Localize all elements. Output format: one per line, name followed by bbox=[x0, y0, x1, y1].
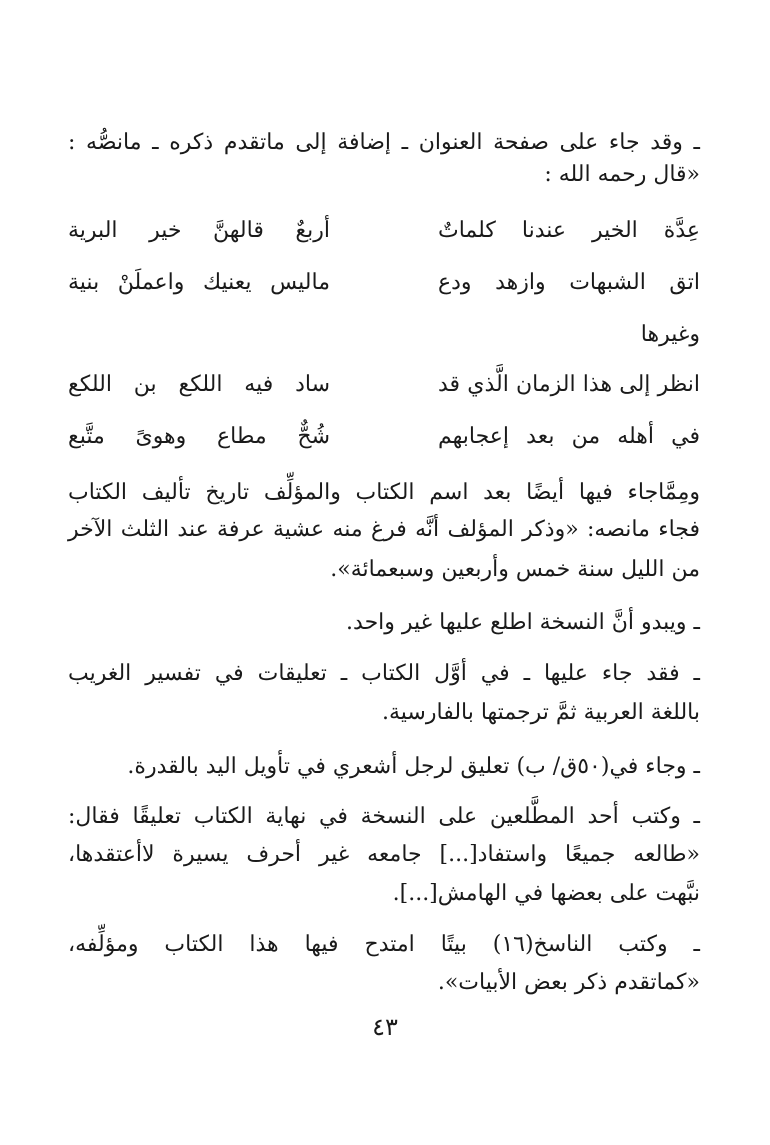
paragraph-line: من الليل سنة خمس وأربعين وسبعمائة». bbox=[330, 557, 700, 582]
paragraph-line: ـ وكتب أحد المطَّلعين على النسخة في نهاية الكتاب تعليقًا فقال: bbox=[68, 804, 700, 829]
paragraph-line: ـ ويبدو أنَّ النسخة اطلع عليها غير واحد. bbox=[346, 610, 700, 635]
verse-line bbox=[68, 422, 700, 454]
verse-hemistich-second: ساد فيه اللكع بن اللكع bbox=[68, 372, 330, 397]
verse-hemistich-second: أربعٌ قالهنَّ خير البرية bbox=[68, 218, 330, 243]
paragraph-line: وغيرها bbox=[640, 322, 700, 347]
paragraph-line: فجاء مانصه: «وذكر المؤلف أنَّه فرغ منه عشية عرفة عند الثلث الآخر bbox=[68, 517, 700, 542]
verse-hemistich-second: شُحٌّ مطاع وهوىً متَّبع bbox=[68, 424, 330, 449]
paragraph-line: ـ فقد جاء عليها ـ في أوَّل الكتاب ـ تعليقات في تفسير الغريب bbox=[68, 661, 700, 686]
paragraph-line: ـ وجاء في(٥٠ق/ ب) تعليق لرجل أشعري في تأويل اليد بالقدرة. bbox=[127, 754, 700, 779]
paragraph-line: باللغة العربية ثمَّ ترجمتها بالفارسية. bbox=[382, 700, 700, 725]
paragraph-line: نبَّهت على بعضها في الهامش[...]. bbox=[392, 881, 700, 906]
verse-hemistich-first: اتق الشبهات وازهد ودع bbox=[438, 270, 700, 295]
paragraph-line: ـ وكتب الناسخ(١٦) بيتًا امتدح فيها هذا الكتاب ومؤلِّفه، bbox=[68, 932, 700, 957]
paragraph-line: «قال رحمه الله : bbox=[544, 162, 700, 187]
verse-line bbox=[68, 216, 700, 248]
paragraph-line: ومِمَّاجاء فيها أيضًا بعد اسم الكتاب والمؤلِّف تاريخ تأليف الكتاب bbox=[68, 480, 700, 505]
verse-hemistich-first: انظر إلى هذا الزمان الَّذي قد bbox=[438, 372, 700, 397]
page-number: ٤٣ bbox=[372, 1013, 398, 1041]
verse-hemistich-second: ماليس يعنيك واعملَنْ بنية bbox=[68, 270, 330, 295]
paragraph-line: «طالعه جميعًا واستفاد[...] جامعه غير أحرف يسيرة لاأعتقدها، bbox=[68, 842, 700, 867]
paragraph-line: «كماتقدم ذكر بعض الأبيات». bbox=[437, 970, 700, 995]
verse-line bbox=[68, 370, 700, 402]
paragraph-line: ـ وقد جاء على صفحة العنوان ـ إضافة إلى ماتقدم ذكره ـ مانصُّه : bbox=[68, 130, 700, 155]
verse-line bbox=[68, 268, 700, 300]
verse-hemistich-first: عِدَّة الخير عندنا كلماتٌ bbox=[438, 218, 700, 243]
verse-hemistich-first: في أهله من بعد إعجابهم bbox=[438, 424, 700, 449]
